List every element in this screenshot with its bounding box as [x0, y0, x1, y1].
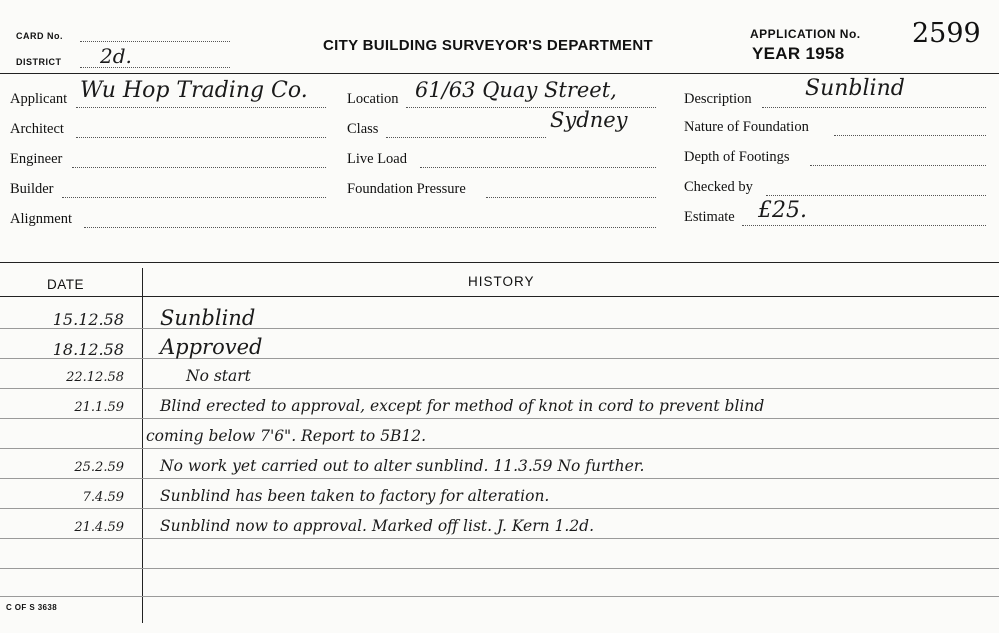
- depth-of-footings-label: Depth of Footings: [684, 149, 790, 165]
- district-value: 2d.: [100, 44, 132, 68]
- card-no-label: CARD No.: [16, 31, 63, 41]
- ruled-line: [0, 568, 999, 569]
- ruled-line: [0, 328, 999, 329]
- location-value-second-line: Sydney: [550, 108, 628, 132]
- history-text: coming below 7'6". Report to 5B12.: [146, 427, 427, 445]
- ruled-line: [0, 448, 999, 449]
- department-title: CITY BUILDING SURVEYOR'S DEPARTMENT: [323, 37, 653, 54]
- ruled-line: [0, 388, 999, 389]
- description-line: [762, 107, 986, 108]
- checked-by-label: Checked by: [684, 179, 753, 195]
- alignment-label: Alignment: [10, 211, 73, 227]
- history-column-header: HISTORY: [468, 274, 535, 289]
- applicant-label: Applicant: [10, 91, 68, 107]
- applicant-value: Wu Hop Trading Co.: [80, 78, 308, 103]
- history-text: Sunblind now to approval. Marked off list. J. Kern 1.2d.: [160, 517, 595, 535]
- location-value: 61/63 Quay Street,: [415, 78, 617, 102]
- history-text: No start: [186, 367, 251, 385]
- depth-of-footings-line: [810, 165, 986, 166]
- history-date: 18.12.58: [52, 340, 124, 359]
- history-text: Sunblind has been taken to factory for alteration.: [160, 487, 550, 505]
- nature-of-foundation-line: [834, 135, 986, 136]
- ruled-line: [0, 538, 999, 539]
- description-label: Description: [684, 91, 752, 107]
- estimate-value: £25.: [758, 198, 807, 223]
- date-history-separator: [142, 268, 143, 623]
- class-line: [386, 137, 546, 138]
- estimate-label: Estimate: [684, 209, 735, 225]
- history-top-divider: [0, 262, 999, 263]
- live-load-label: Live Load: [347, 151, 407, 167]
- application-number: 2599: [912, 18, 981, 49]
- history-date: 7.4.59: [82, 490, 124, 505]
- ruled-line: [0, 358, 999, 359]
- alignment-line: [84, 227, 656, 228]
- history-text: Approved: [160, 335, 263, 359]
- ruled-line: [0, 508, 999, 509]
- card-no-line: [80, 41, 230, 42]
- architect-label: Architect: [10, 121, 64, 137]
- nature-of-foundation-label: Nature of Foundation: [684, 119, 809, 135]
- ruled-line: [0, 596, 999, 597]
- foundation-pressure-label: Foundation Pressure: [347, 181, 466, 197]
- history-text: Blind erected to approval, except for method of knot in cord to prevent blind: [160, 397, 765, 415]
- foundation-pressure-line: [486, 197, 656, 198]
- builder-line: [62, 197, 326, 198]
- applicant-line: [76, 107, 326, 108]
- history-date: 21.4.59: [74, 520, 124, 535]
- class-label: Class: [347, 121, 379, 137]
- header-divider: [0, 73, 999, 74]
- location-label: Location: [347, 91, 399, 107]
- live-load-line: [420, 167, 656, 168]
- history-date: 21.1.59: [74, 400, 124, 415]
- engineer-label: Engineer: [10, 151, 63, 167]
- estimate-line: [742, 225, 986, 226]
- history-text: Sunblind: [160, 306, 256, 330]
- ruled-line: [0, 478, 999, 479]
- history-date: 22.12.58: [66, 370, 124, 385]
- history-date: 25.2.59: [74, 460, 124, 475]
- description-value: Sunblind: [805, 76, 905, 101]
- architect-line: [76, 137, 326, 138]
- application-no-label: APPLICATION No.: [750, 27, 861, 41]
- engineer-line: [72, 167, 326, 168]
- history-date: 15.12.58: [52, 310, 124, 329]
- year-label: YEAR 1958: [752, 44, 845, 63]
- ruled-line: [0, 418, 999, 419]
- checked-by-line: [766, 195, 986, 196]
- form-code: C OF S 3638: [6, 603, 58, 612]
- history-text: No work yet carried out to alter sunblind. 11.3.59 No further.: [160, 457, 645, 475]
- builder-label: Builder: [10, 181, 54, 197]
- district-label: DISTRICT: [16, 57, 62, 67]
- history-header-divider: [0, 296, 999, 297]
- date-column-header: DATE: [47, 277, 85, 292]
